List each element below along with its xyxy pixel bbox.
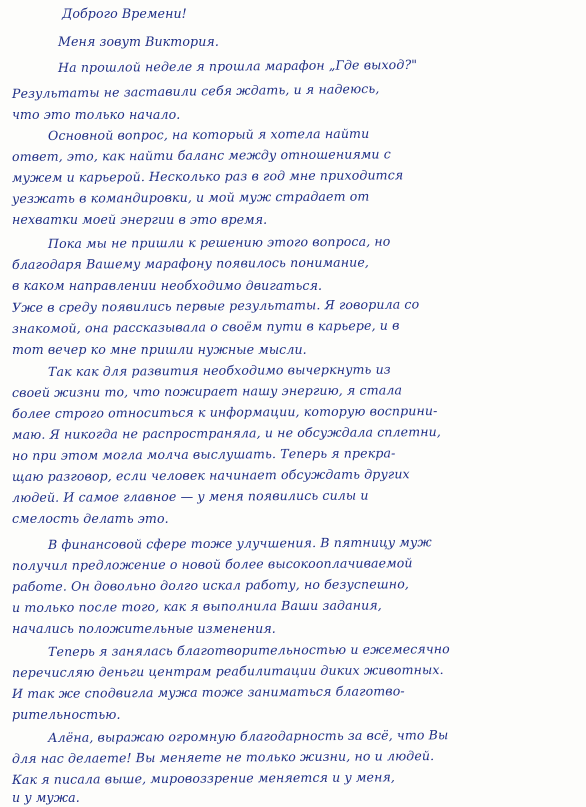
- letter-line: В финансовой сфере тоже улучшения. В пятницу муж: [47, 534, 432, 552]
- letter-line: мужем и карьерой. Несколько раз в год мне приходится: [11, 167, 404, 185]
- letter-line: Уже в среду появились первые результаты. Я говорила со: [11, 296, 420, 315]
- letter-line: На прошлой неделе я прошла марафон „Где выход?": [57, 56, 418, 75]
- letter-line: в каком направлении необходимо двигаться.: [12, 278, 323, 293]
- letter-line: для нас делаете! Вы меняете не только жизни, но и людей.: [11, 748, 435, 766]
- letter-line: уезжать в командировки, и мой муж страдает от: [11, 188, 370, 206]
- letter-line: Теперь я занялась благотворительностью и ежемесячно: [47, 641, 450, 659]
- letter-line: Результаты не заставили себя ждать, и я надеюсь,: [11, 80, 380, 101]
- letter-line: нехватки моей энергии в это время.: [12, 212, 268, 227]
- letter-line: ответ, это, как найти баланс между отношениями с: [11, 146, 391, 164]
- letter-line: и только после того, как я выполнила Ваши задания,: [11, 597, 382, 615]
- letter-line: благодаря Вашему марафону появилось понимание,: [11, 254, 370, 272]
- letter-line: получил предложение о новой более высокооплачиваемой: [11, 555, 413, 573]
- letter-line: Меня зовут Виктория.: [58, 34, 219, 49]
- letter-line: смелость делать это.: [12, 511, 169, 526]
- letter-line: начались положительные изменения.: [12, 621, 276, 636]
- letter-line: Пока мы не пришли к решению этого вопроса, но: [47, 233, 391, 251]
- letter-line: рительностью.: [12, 707, 121, 722]
- letter-line: перечисляю деньги центрам реабилитации диких животных.: [11, 661, 444, 680]
- letter-line: и у мужа.: [12, 790, 80, 805]
- letter-line: своей жизни то, что пожирает нашу энергию, я стала: [11, 382, 403, 400]
- letter-line: И так же сподвигла мужа тоже заниматься благотво-: [11, 683, 405, 701]
- letter-line: более строго относиться к информации, которую восприни-: [11, 403, 438, 421]
- letter-line: знакомой, она рассказывала о своём пути в карьере, и в: [11, 317, 400, 336]
- letter-line: тот вечер ко мне пришли нужные мысли.: [12, 342, 307, 357]
- letter-line: работе. Он довольно долго искал работу, но безуспешно,: [11, 576, 410, 594]
- letter-line: маю. Я никогда не распространяла, и не обсуждала сплетни,: [11, 424, 442, 442]
- letter-line: щаю разговор, если человек начинает обсуждать других: [11, 466, 410, 484]
- letter-line: Основной вопрос, на который я хотела найти: [47, 125, 370, 143]
- letter-line: Алёна, выражаю огромную благодарность за всё, что Вы: [47, 727, 449, 745]
- letter-line: Так как для развития необходимо вычеркнуть из: [47, 361, 391, 379]
- letter-line: людей. И самое главное — у меня появились силы и: [11, 487, 369, 505]
- letter-line: но при этом могла молча выслушать. Теперь я прекра-: [11, 445, 396, 463]
- letter-line: Как я писала выше, мировоззрение меняется и у меня,: [11, 769, 396, 787]
- letter-line: Доброго Времени!: [62, 6, 187, 21]
- letter-line: что это только начало.: [12, 107, 181, 122]
